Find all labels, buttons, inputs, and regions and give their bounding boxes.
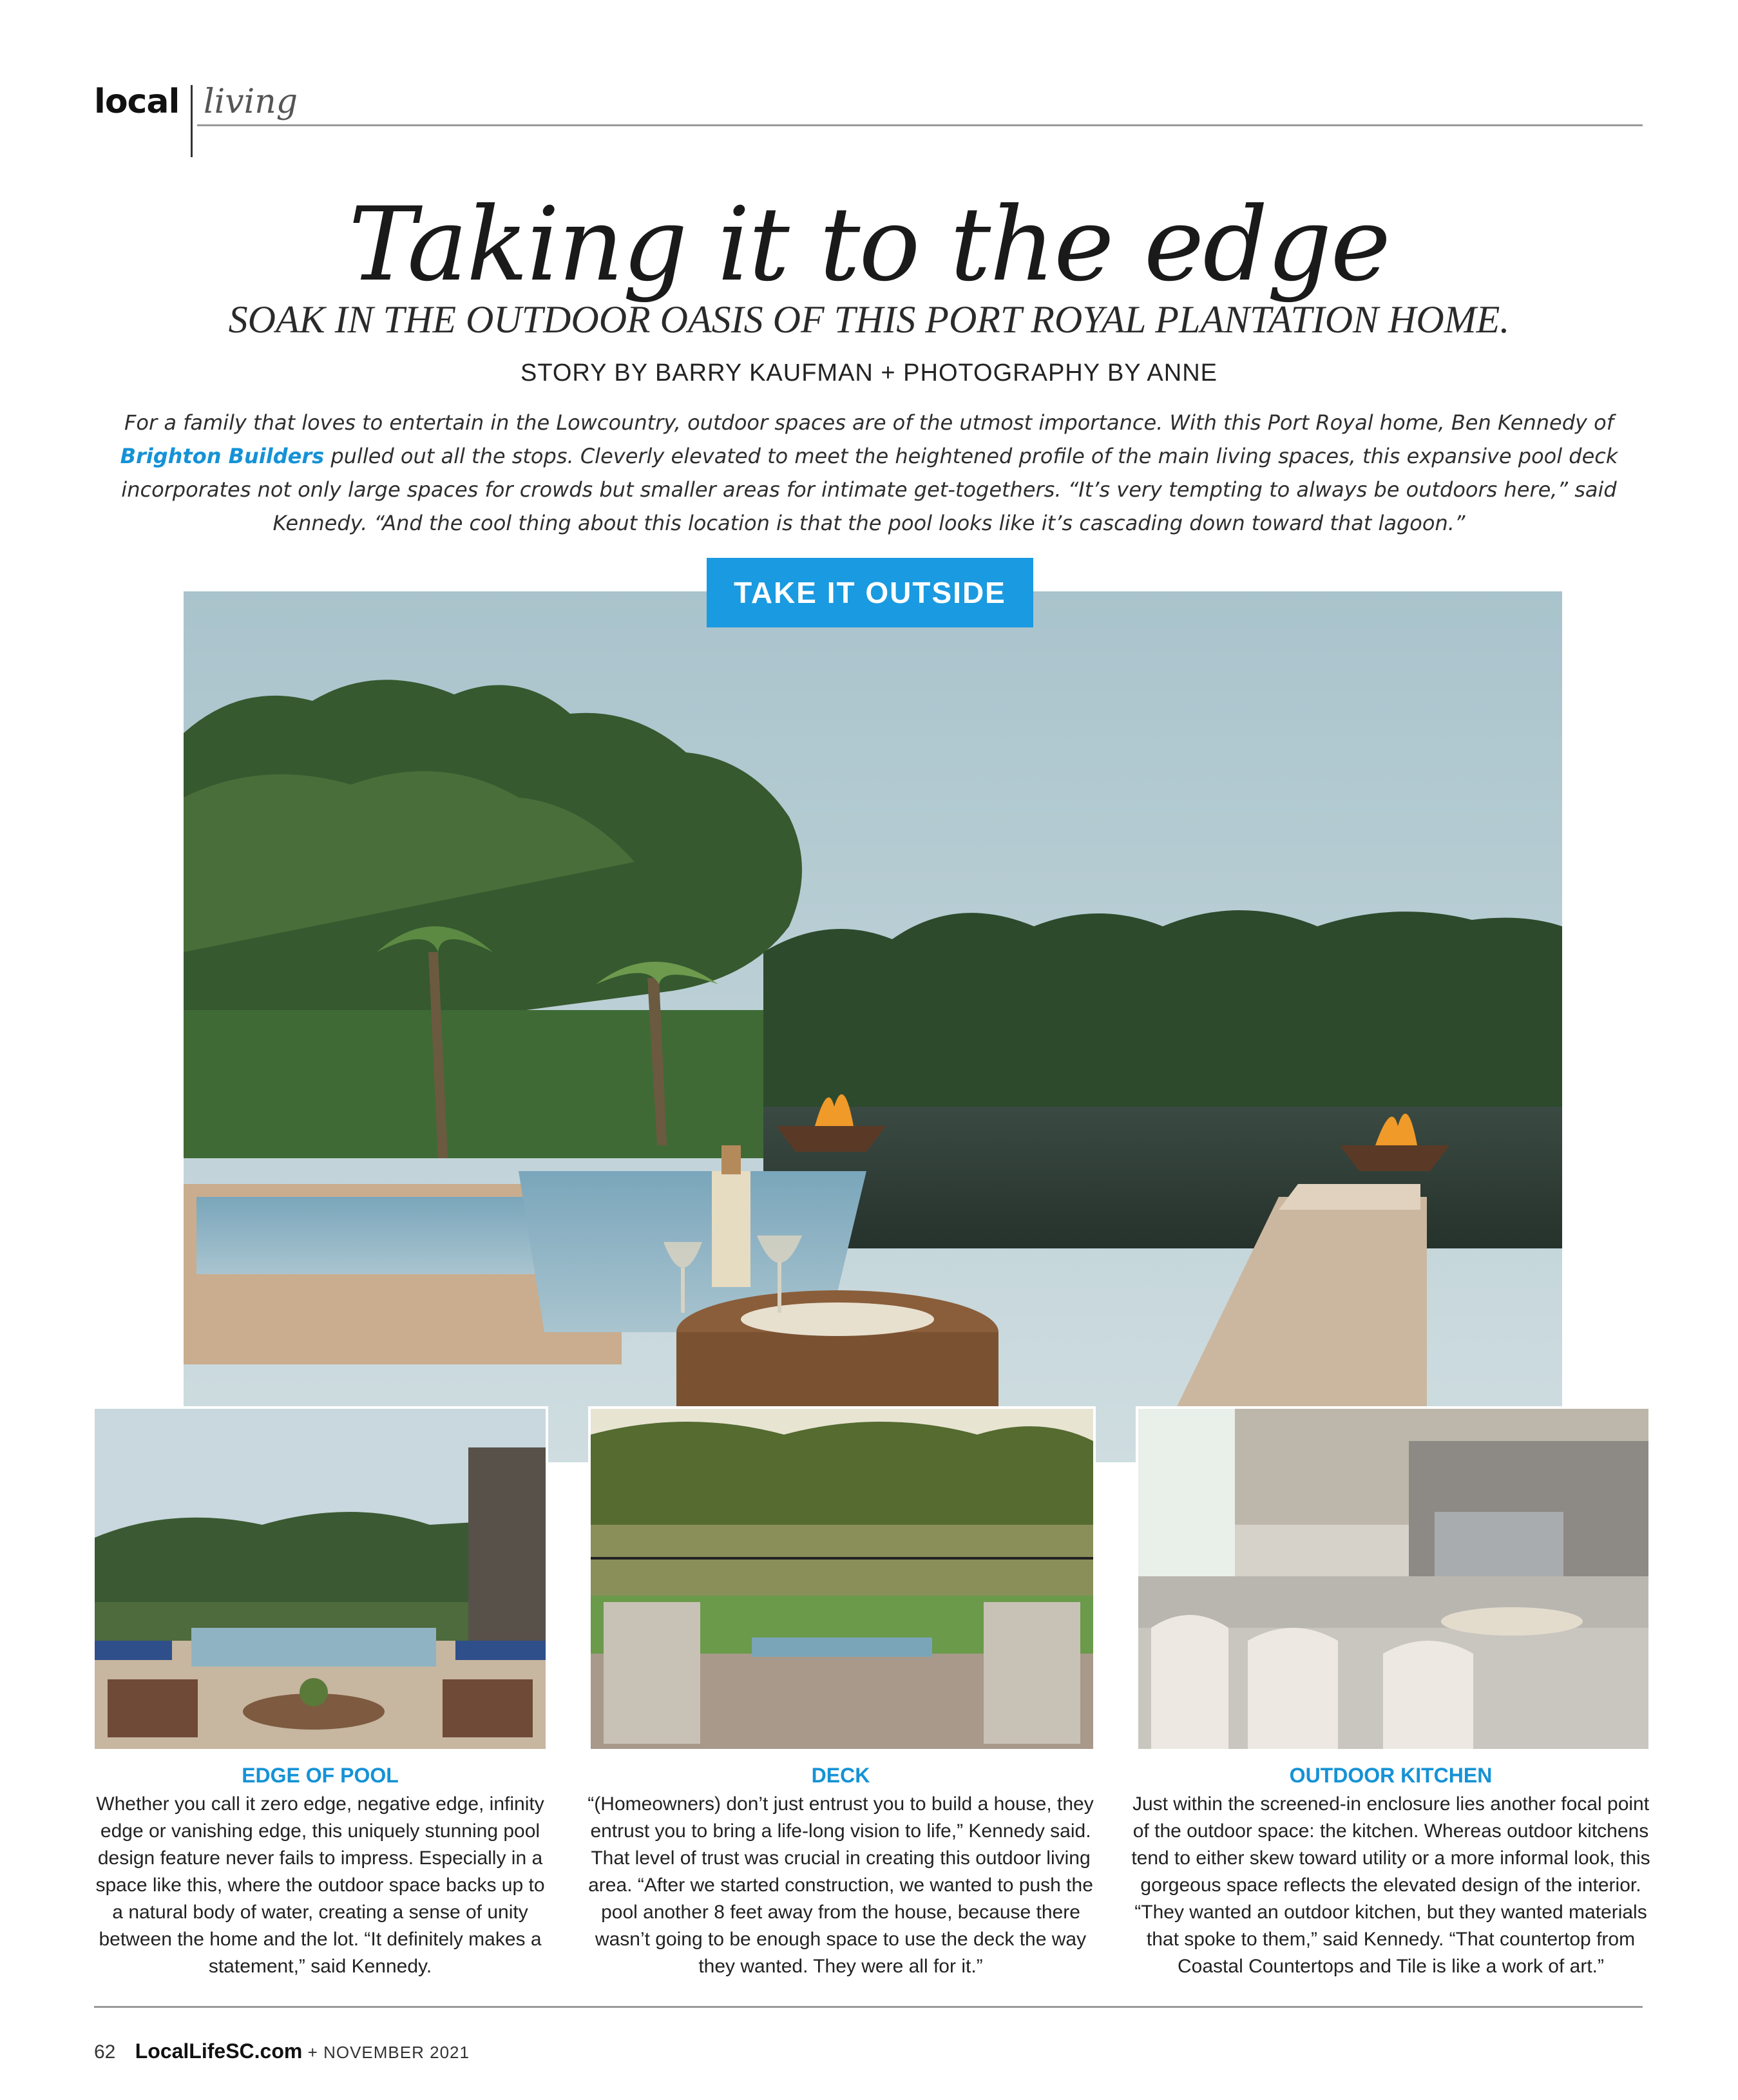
- brighton-builders-link[interactable]: Brighton Builders: [120, 444, 325, 468]
- outdoor-kitchen-text: Just within the screened-in enclosure lies another focal point of the outdoor space: the kitchen. Whereas outdoor kitchens tend to either skew toward utility or a more informal look, this gorgeous space reflects the elevated design of the interior. “They wanted an outdoor kitchen, but they wanted materials that spoke to them,” said Kennedy. “That countertop from Coastal Countertops and Tile is like a work of art.”: [1131, 1793, 1650, 1977]
- footer-rule: [94, 2006, 1643, 2008]
- brand-local-wordmark: local: [94, 82, 180, 121]
- header-rule: [197, 124, 1643, 126]
- page-number: 62: [94, 2041, 116, 2063]
- deck-heading: DECK: [811, 1764, 870, 1787]
- brand-living-script: living: [204, 82, 298, 121]
- outdoor-kitchen-heading: OUTDOOR KITCHEN: [1289, 1764, 1493, 1787]
- intro-text-2: pulled out all the stops. Cleverly elevated to meet the heightened profile of the main living spaces, this expansive pool deck incorporates not only large spaces for crowds but smaller areas for intimate get-togethers. “It’s very tempting to always be outdoors here,” said Kennedy. “And the cool thing about this location is that the pool looks like it’s cascading down toward that lagoon.”: [121, 444, 1618, 535]
- article-byline: STORY BY BARRY KAUFMAN + PHOTOGRAPHY BY ANNE: [520, 359, 1218, 387]
- brand-divider: [191, 85, 193, 157]
- article-title: Taking it to the edge: [348, 186, 1390, 304]
- take-it-outside-banner: TAKE IT OUTSIDE: [707, 558, 1033, 627]
- deck-text: “(Homeowners) don’t just entrust you to build a house, they entrust you to bring a life-long vision to life,” Kennedy said. That level of trust was crucial in creating this outdoor living area. “After we started construction, we wanted to push the pool another 8 feet away from the house, because there wasn’t going to be enough space to use the deck the way they wanted. They were all for it.”: [587, 1793, 1094, 1977]
- edge-of-pool-text: Whether you call it zero edge, negative edge, infinity edge or vanishing edge, this uniquely stunning pool design feature never fails to impress. Especially in a space like this, where the outdoor space backs up to a natural body of water, creating a sense of unity between the home and the lot. “It definitely makes a statement,” said Kennedy.: [95, 1793, 545, 1977]
- edge-of-pool-heading: EDGE OF POOL: [242, 1764, 399, 1787]
- article-intro: [116, 406, 1622, 540]
- intro-text-1: For a family that loves to entertain in the Lowcountry, outdoor spaces are of the utmost importance. With this Port Royal home, Ben Kennedy of: [124, 410, 1614, 435]
- issue-date: + NOVEMBER 2021: [307, 2043, 470, 2062]
- page-footer: [94, 2039, 470, 2063]
- outdoor-kitchen-photo: [1136, 1406, 1651, 1752]
- deck-photo: [588, 1406, 1096, 1752]
- hero-photo-pool-lagoon: [184, 591, 1562, 1462]
- site-link[interactable]: LocalLifeSC.com: [135, 2039, 303, 2063]
- article-subtitle: SOAK IN THE OUTDOOR OASIS OF THIS PORT ROYAL PLANTATION HOME.: [228, 298, 1510, 341]
- edge-of-pool-photo: [92, 1406, 548, 1752]
